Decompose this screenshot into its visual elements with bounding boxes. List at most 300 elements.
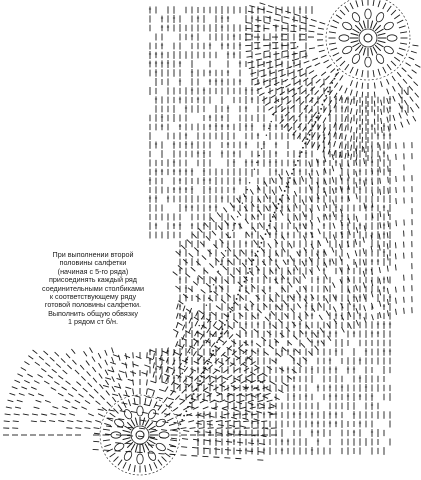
- motif-spoke: [123, 430, 131, 432]
- stitch-symbol: [239, 177, 241, 184]
- stitch-symbol: [209, 70, 211, 76]
- fan-stitch: [317, 170, 319, 176]
- motif-outer-stitch: [356, 69, 358, 76]
- stitch-symbol: [293, 159, 295, 166]
- stitch-symbol: [359, 177, 361, 184]
- motif-outer-stitch: [329, 43, 336, 44]
- slip-stitch-dot: [259, 246, 261, 248]
- fan-stitch: [207, 424, 213, 425]
- stitch-symbol: [161, 114, 163, 122]
- fan-stitch: [66, 381, 71, 385]
- stitch-symbol: [173, 223, 175, 229]
- stitch-symbol: [245, 106, 247, 113]
- fan-stitch: [348, 218, 350, 224]
- slip-stitch-dot: [184, 366, 185, 367]
- fan-stitch: [404, 286, 405, 292]
- slip-stitch-dot: [199, 325, 200, 326]
- stitch-symbol: [155, 52, 157, 58]
- fan-stitch: [340, 75, 343, 80]
- fan-stitch: [289, 243, 292, 248]
- motif-outer-stitch: [383, 3, 386, 9]
- slip-stitch-dot: [203, 311, 204, 312]
- fan-stitch: [174, 352, 179, 355]
- fan-stitch: [380, 156, 381, 162]
- stitch-symbol: [353, 411, 355, 419]
- fan-stitch: [246, 379, 251, 382]
- fan-stitch: [412, 70, 417, 74]
- slip-stitch-dot: [257, 251, 259, 253]
- fan-stitch: [100, 395, 104, 399]
- slip-stitch-dot: [302, 147, 304, 149]
- stitch-symbol: [281, 448, 283, 455]
- fan-stitch: [72, 387, 77, 390]
- fan-stitch: [302, 211, 304, 216]
- slip-stitch-dot: [254, 169, 255, 170]
- fan-stitch: [133, 379, 134, 385]
- fan-stitch: [406, 63, 411, 66]
- stitch-symbol: [245, 331, 247, 337]
- motif-outer-stitch: [387, 64, 391, 70]
- fan-stitch: [326, 298, 329, 303]
- stitch-symbol: [179, 276, 181, 284]
- stitch-symbol: [389, 96, 391, 104]
- slip-stitch-dot: [309, 134, 311, 136]
- fan-stitch: [297, 363, 302, 367]
- slip-stitch-dot: [224, 324, 226, 326]
- fan-stitch: [84, 351, 87, 356]
- fan-stitch: [146, 396, 152, 398]
- stitch-symbol: [389, 294, 391, 302]
- fan-stitch: [248, 400, 254, 402]
- stitch-symbol: [257, 322, 259, 329]
- fan-stitch: [254, 83, 260, 85]
- motif-outer-stitch: [149, 399, 151, 406]
- stitch-symbol: [365, 268, 367, 275]
- stitch-symbol: [221, 150, 223, 157]
- fan-motifs: [3, 3, 420, 460]
- fan-stitch: [112, 387, 115, 392]
- fan-stitch: [62, 387, 67, 390]
- slip-stitch-dot: [237, 294, 239, 296]
- motif-outer-stitch: [397, 20, 403, 23]
- stitch-symbol: [269, 205, 271, 212]
- fan-stitch: [256, 59, 262, 60]
- stitch-symbol: [179, 169, 181, 176]
- stitch-symbol: [323, 295, 325, 301]
- fan-stitch: [265, 393, 271, 395]
- fan-stitch: [189, 253, 193, 257]
- fan-stitch: [332, 259, 334, 265]
- fan-stitch: [379, 312, 380, 318]
- fan-stitch: [379, 267, 380, 273]
- stitch-symbol: [299, 79, 301, 85]
- slip-stitch-dot: [225, 250, 226, 251]
- fan-stitch: [339, 143, 341, 149]
- slip-stitch-dot: [316, 117, 318, 119]
- slip-stitch-dot: [278, 203, 280, 205]
- fan-stitch: [208, 428, 214, 429]
- slip-stitch-dot: [299, 39, 300, 40]
- fan-stitch: [348, 311, 350, 316]
- fan-stitch: [204, 269, 208, 273]
- fan-stitch: [69, 414, 75, 416]
- fan-stitch: [242, 364, 247, 367]
- stitch-symbol: [257, 313, 259, 320]
- fan-stitch: [15, 407, 21, 408]
- motif-spoke: [143, 418, 145, 426]
- fan-stitch: [387, 288, 388, 294]
- stitch-symbol: [155, 69, 157, 77]
- slip-stitch-dot: [199, 380, 201, 382]
- fan-stitch: [273, 25, 279, 26]
- fan-stitch: [285, 112, 289, 116]
- fan-stitch: [93, 378, 97, 383]
- stitch-symbol: [275, 268, 277, 275]
- fan-stitch: [387, 79, 389, 84]
- instruction-line: к соответствующему ряду: [49, 292, 137, 302]
- fan-stitch: [119, 393, 122, 398]
- stitch-symbol: [191, 34, 193, 41]
- slip-stitch-dot: [206, 305, 207, 306]
- fan-stitch: [407, 119, 410, 124]
- fan-stitch: [319, 50, 325, 52]
- fan-stitch: [318, 302, 321, 307]
- ring-center: [136, 431, 144, 439]
- slip-stitch-dot: [282, 194, 284, 196]
- fan-stitch: [230, 203, 233, 208]
- stitch-symbol: [203, 168, 205, 176]
- fan-stitch: [274, 82, 279, 85]
- fan-stitch: [320, 328, 323, 333]
- fan-stitch: [123, 395, 129, 396]
- fan-stitch: [274, 397, 279, 400]
- stitch-symbol: [305, 232, 307, 239]
- fan-stitch: [380, 178, 381, 184]
- fan-stitch: [282, 247, 285, 252]
- fan-stitch: [99, 373, 102, 378]
- fan-stitch: [413, 116, 416, 121]
- fan-stitch: [288, 127, 292, 132]
- fan-stitch: [182, 325, 184, 331]
- stitch-symbol: [335, 96, 337, 104]
- fan-stitch: [257, 309, 261, 313]
- stitch-symbol: [287, 303, 289, 311]
- fan-stitch: [282, 287, 286, 292]
- fan-stitch: [62, 407, 68, 409]
- fan-stitch: [183, 259, 187, 263]
- stitch-symbol: [257, 16, 259, 23]
- fan-stitch: [388, 188, 389, 194]
- fan-stitch: [19, 393, 25, 395]
- fan-stitch: [17, 374, 22, 377]
- fan-stitch: [197, 394, 202, 397]
- motif-spoke: [135, 418, 137, 426]
- fan-stitch: [248, 62, 254, 63]
- stitch-symbol: [185, 204, 187, 211]
- fan-stitch: [291, 48, 297, 49]
- fan-stitch: [323, 118, 326, 123]
- slip-stitch-dot: [208, 359, 210, 361]
- fan-stitch: [177, 303, 179, 309]
- stitch-symbol: [299, 295, 301, 302]
- slip-stitch-dot: [318, 112, 320, 114]
- fan-stitch: [254, 48, 260, 49]
- motif-petal: [387, 35, 397, 41]
- stitch-symbol: [281, 348, 283, 356]
- fan-stitch: [289, 282, 292, 287]
- stitch-symbol: [155, 168, 157, 175]
- stitch-symbol: [281, 97, 283, 104]
- fan-stitch: [274, 20, 280, 21]
- fan-stitch: [109, 410, 115, 411]
- fan-stitch: [222, 354, 227, 357]
- fan-stitch: [333, 234, 335, 240]
- slip-stitch-dot: [230, 237, 231, 238]
- fan-stitch: [374, 92, 375, 98]
- stitch-symbol: [329, 411, 331, 419]
- fan-stitch: [242, 263, 246, 268]
- stitch-symbol: [197, 438, 199, 446]
- stitch-symbol: [323, 160, 325, 166]
- slip-stitch-dot: [299, 156, 301, 158]
- fan-stitch: [223, 266, 227, 270]
- fan-stitch: [218, 226, 222, 231]
- fan-stitch: [105, 378, 111, 380]
- fan-stitch: [256, 343, 261, 347]
- fan-stitch: [326, 237, 328, 243]
- fan-stitch: [36, 400, 42, 402]
- stitch-symbol: [173, 15, 175, 23]
- fan-stitch: [199, 310, 204, 314]
- motif-outer-stitch: [345, 64, 349, 70]
- fan-stitch: [356, 297, 358, 303]
- fan-stitch: [200, 400, 205, 403]
- stitch-symbol: [227, 124, 229, 130]
- fan-stitch: [242, 414, 248, 415]
- stitch-symbol: [293, 385, 295, 392]
- stitch-symbol: [275, 159, 277, 167]
- slip-stitch-dot: [276, 207, 278, 209]
- fan-stitch: [184, 384, 190, 386]
- motif-petal: [351, 11, 362, 23]
- stitch-symbol: [305, 51, 307, 58]
- fan-stitch: [290, 295, 294, 300]
- fan-stitch: [190, 400, 195, 403]
- fan-stitch: [415, 64, 420, 67]
- fan-stitch: [147, 379, 148, 385]
- slip-stitch-dot: [259, 155, 260, 156]
- stitch-symbol: [335, 295, 337, 302]
- fan-stitch: [363, 294, 365, 300]
- fan-stitch: [396, 198, 397, 204]
- stitch-symbol: [377, 142, 379, 148]
- fan-stitch: [248, 11, 254, 12]
- fan-stitch: [159, 389, 165, 391]
- fan-stitch: [254, 419, 260, 421]
- fan-stitch: [296, 278, 299, 283]
- slip-stitch-dot: [320, 108, 322, 110]
- fan-stitch: [110, 362, 116, 364]
- fan-stitch: [67, 421, 73, 422]
- motif-spoke: [363, 48, 365, 56]
- fan-stitch: [250, 407, 256, 408]
- slip-stitch-dot: [185, 410, 187, 412]
- fan-stitch: [372, 314, 374, 320]
- fan-stitch: [282, 51, 288, 52]
- fan-stitch: [95, 420, 101, 422]
- fan-stitch: [309, 71, 314, 74]
- stitch-symbol: [269, 159, 271, 167]
- stitch-symbol: [149, 6, 151, 13]
- fan-stitch: [287, 101, 292, 105]
- slip-stitch-dot: [215, 346, 217, 348]
- motif-outer-stitch: [110, 413, 116, 417]
- motif-outer-stitch: [350, 67, 353, 73]
- fan-stitch: [324, 87, 328, 92]
- slip-stitch-dot: [275, 107, 276, 108]
- fan-stitch: [351, 136, 352, 142]
- stitch-symbol: [179, 178, 181, 184]
- fan-stitch: [219, 285, 223, 289]
- fan-stitch: [153, 362, 154, 368]
- slip-stitch-dot: [236, 298, 238, 300]
- fan-stitch: [193, 281, 198, 285]
- fan-stitch: [195, 331, 198, 336]
- fan-stitch: [89, 394, 94, 398]
- stitch-symbol: [245, 241, 247, 248]
- stitch-symbol: [173, 159, 175, 167]
- stitch-symbol: [191, 141, 193, 148]
- fan-stitch: [235, 255, 239, 260]
- motif-outer-stitch: [154, 402, 157, 408]
- stitch-symbol: [299, 222, 301, 229]
- fan-stitch: [61, 358, 65, 362]
- fan-stitch: [49, 421, 55, 422]
- slip-stitch-dot: [334, 78, 336, 80]
- fan-stitch: [224, 330, 228, 335]
- fan-stitch: [207, 328, 210, 333]
- fan-stitch: [409, 86, 413, 91]
- stitch-symbol: [257, 439, 259, 446]
- stitch-symbol: [209, 376, 211, 383]
- slip-stitch-dot: [260, 242, 262, 244]
- fan-stitch: [28, 356, 33, 359]
- stitch-symbol: [245, 259, 247, 265]
- stitch-symbol: [251, 349, 253, 356]
- fan-stitch: [183, 306, 185, 312]
- fan-stitch: [258, 452, 264, 453]
- motif-outer-stitch: [118, 405, 122, 411]
- stitch-symbol: [257, 6, 259, 13]
- stitch-symbol: [311, 366, 313, 374]
- stitch-symbol: [287, 232, 289, 239]
- slip-stitch-dot: [181, 419, 183, 421]
- motif-outer-stitch: [394, 57, 400, 61]
- fan-stitch: [168, 398, 174, 400]
- stitch-symbol: [329, 213, 331, 220]
- slip-stitch-dot: [218, 337, 220, 339]
- fan-stitch: [374, 110, 375, 116]
- stitch-symbol: [359, 421, 361, 428]
- motif-outer-stitch: [350, 3, 353, 9]
- motif-outer-stitch: [373, 70, 374, 77]
- fan-stitch: [194, 247, 198, 251]
- fan-stitch: [175, 286, 180, 290]
- fan-stitch: [106, 391, 110, 396]
- stitch-symbol: [257, 403, 259, 409]
- fan-stitch: [345, 153, 346, 159]
- motif-petal: [137, 406, 143, 416]
- fan-stitch: [334, 93, 337, 98]
- motif-spoke: [150, 430, 158, 432]
- fan-stitch: [404, 90, 407, 95]
- fan-stitch: [272, 190, 275, 195]
- stitch-symbol: [209, 186, 211, 194]
- fan-stitch: [112, 376, 115, 381]
- stitch-symbol: [161, 25, 163, 31]
- stitch-symbol: [155, 141, 157, 148]
- slip-stitch-dot: [201, 376, 203, 378]
- fan-stitch: [206, 236, 210, 240]
- motif-outer-stitch: [167, 449, 173, 452]
- fan-stitch: [24, 380, 29, 383]
- fan-stitch: [306, 66, 311, 69]
- fan-stitch: [195, 321, 198, 326]
- fan-stitch: [305, 311, 309, 316]
- fan-stitch: [133, 389, 134, 395]
- fan-stitch: [286, 84, 291, 87]
- fan-stitch: [171, 438, 177, 439]
- fan-stitch: [269, 256, 272, 261]
- motif-petal: [383, 45, 395, 56]
- slip-stitch-dot: [247, 272, 249, 274]
- fan-stitch: [289, 116, 293, 120]
- fan-stitch: [245, 219, 248, 224]
- fan-stitch: [189, 318, 191, 323]
- fan-stitch: [333, 307, 336, 312]
- fan-stitch: [266, 11, 272, 13]
- fan-stitch: [350, 99, 352, 105]
- stitch-symbol: [275, 51, 277, 59]
- fan-stitch: [180, 428, 186, 429]
- motif-outer-stitch: [356, 0, 358, 7]
- stitch-symbol: [239, 429, 241, 436]
- fan-stitch: [175, 395, 179, 399]
- fan-stitch: [159, 374, 161, 380]
- stitch-symbol: [215, 204, 217, 211]
- fan-stitch: [345, 97, 347, 103]
- fan-stitch: [124, 356, 130, 358]
- stitch-symbol: [263, 448, 265, 455]
- ring-center: [364, 34, 372, 42]
- fan-stitch: [301, 343, 305, 347]
- fan-stitch: [333, 211, 335, 217]
- fan-stitch: [99, 384, 103, 389]
- fan-stitch: [277, 306, 281, 311]
- fan-stitch: [263, 28, 269, 29]
- motif-outer-stitch: [373, 0, 374, 6]
- slip-stitch-dot: [197, 384, 199, 386]
- stitch-symbol: [197, 16, 199, 23]
- stitch-symbol: [227, 258, 229, 266]
- fan-stitch: [35, 362, 40, 365]
- fan-stitch: [317, 205, 319, 211]
- stitch-symbol: [299, 34, 301, 40]
- stitch-symbol: [383, 304, 385, 310]
- fan-stitch: [244, 368, 249, 371]
- fan-stitch: [317, 265, 320, 270]
- slip-stitch-dot: [195, 389, 197, 391]
